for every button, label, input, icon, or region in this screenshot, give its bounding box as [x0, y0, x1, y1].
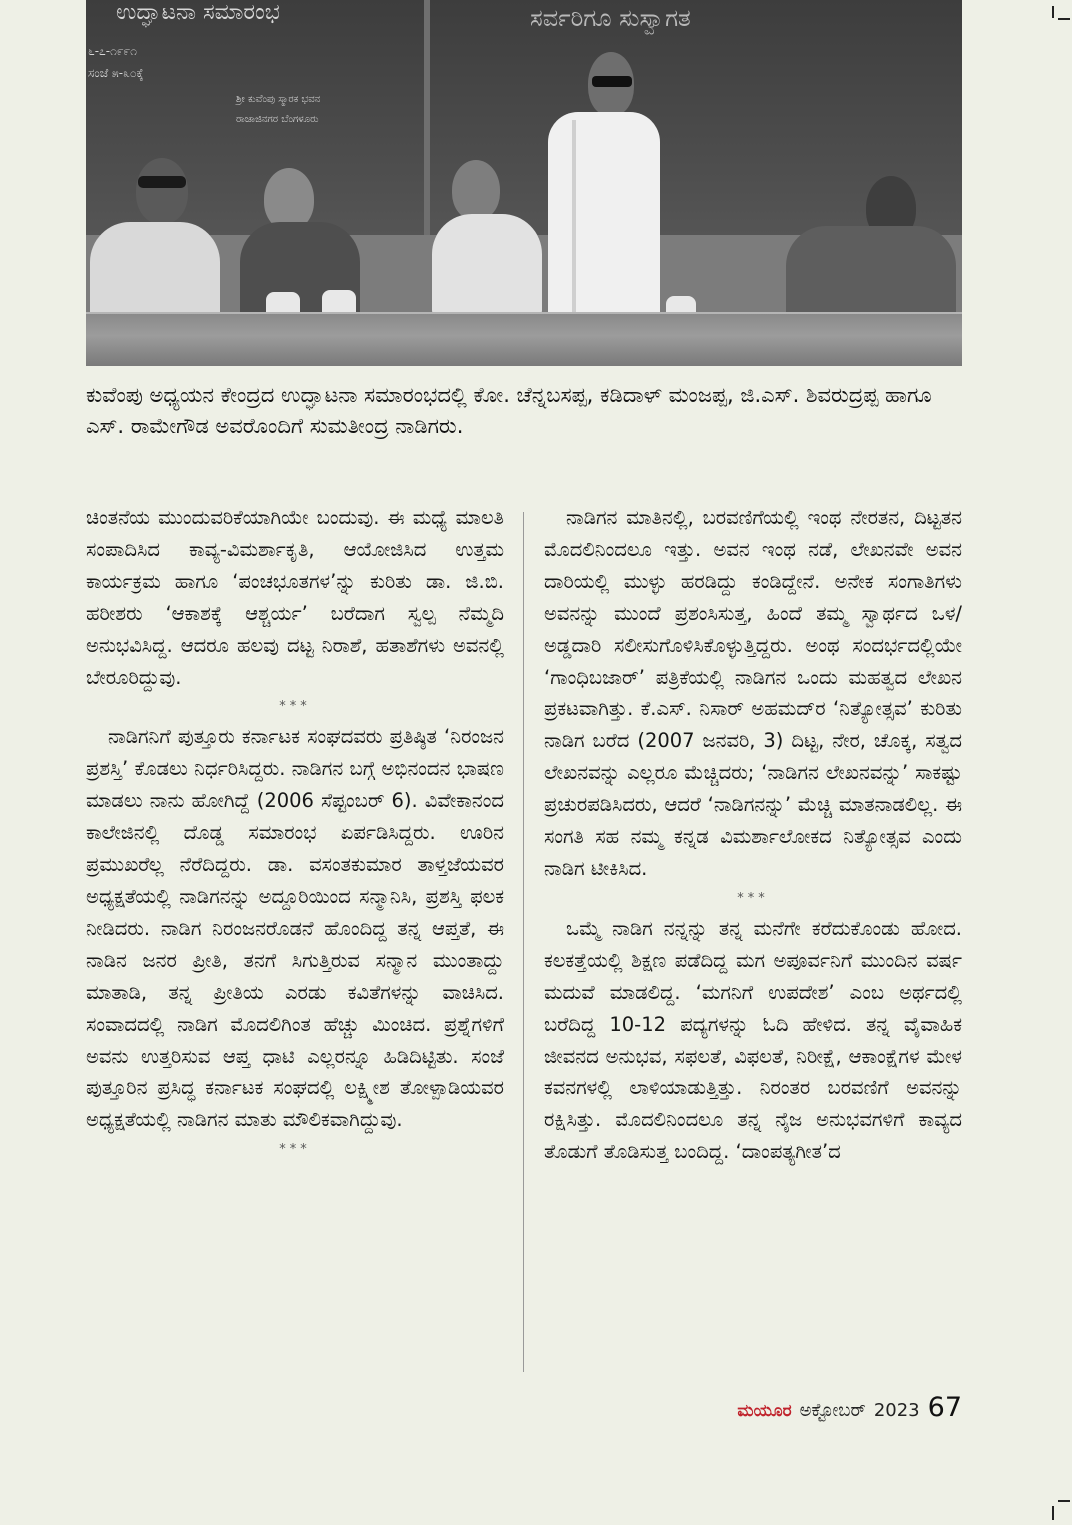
crop-mark-top-right: [1052, 6, 1054, 18]
table: [86, 312, 962, 366]
section-separator: ***: [737, 890, 769, 906]
issue-month: ಅಕ್ಟೋಬರ್: [799, 1400, 866, 1421]
photo-caption: ಕುವೆಂಪು ಅಧ್ಯಯನ ಕೇಂದ್ರದ ಉದ್ಘಾಟನಾ ಸಮಾರಂಭದಲ್ಲಿ ಕೋ. ಚೆನ್ನಬಸಪ್ಪ, ಕಡಿದಾಳ್ ಮಂಜಪ್ಪ, ಜಿ.ಎಸ್. ಶಿವರುದ್ರಪ್ಪ ಹಾಗೂ ಎಸ್. ರಾಮೇಗೌಡ ಅವರೊಂದಿಗೆ ಸುಮತೀಂದ್ರ ನಾಡಿಗರು.: [86, 383, 932, 438]
board-left-line4: ರಾಜಾಜಿನಗರ ಬೆಂಗಳೂರು: [236, 114, 319, 125]
board-left-line1: ೬-೭-೧೯೯೧: [88, 44, 137, 58]
board-left-title: ಉದ್ಘಾಟನಾ ಸಮಾರಂಭ: [116, 0, 280, 25]
right-column: [544, 502, 962, 1168]
left-paragraph-2: ನಾಡಿಗನಿಗೆ ಪುತ್ತೂರು ಕರ್ನಾಟಕ ಸಂಘದವರು ಪ್ರತಿಷ್ಠಿತ ‘ನಿರಂಜನ ಪ್ರಶಸ್ತಿ’ ಕೊಡಲು ನಿರ್ಧರಿಸಿದ್ದರು. ನಾಡಿಗನ ಬಗ್ಗೆ ಅಭಿನಂದನ ಭಾಷಣ ಮಾಡಲು ನಾನು ಹೋಗಿದ್ದೆ (2006 ಸೆಪ್ಟಂಬರ್ 6). ವಿವೇಕಾನಂದ ಕಾಲೇಜಿನಲ್ಲಿ ದೊಡ್ಡ ಸಮಾರಂಭ ಏರ್ಪಡಿಸಿದ್ದರು. ಊರಿನ ಪ್ರಮುಖರೆಲ್ಲ ನೆರೆದಿದ್ದರು. ಡಾ. ವಸಂತಕುಮಾರ ತಾಳ್ತಜೆಯವರ ಅಧ್ಯಕ್ಷತೆಯಲ್ಲಿ ನಾಡಿಗನನ್ನು ಅದ್ದೂರಿಯಿಂದ ಸನ್ಮಾನಿಸಿ, ಪ್ರಶಸ್ತಿ ಫಲಕ ನೀಡಿದರು. ನಾಡಿಗ ನಿರಂಜನರೊಡನೆ ಹೊಂದಿದ್ದ ತನ್ನ ಆಪ್ತತೆ, ಈ ನಾಡಿನ ಜನರ ಪ್ರೀತಿ, ತನಗೆ ಸಿಗುತ್ತಿರುವ ಸನ್ಮಾನ ಮುಂತಾದ್ದು ಮಾತಾಡಿ, ತನ್ನ ಪ್ರೀತಿಯ ಎರಡು ಕವಿತೆಗಳನ್ನು ವಾಚಿಸಿದ. ಸಂವಾದದಲ್ಲಿ ನಾಡಿಗ ಮೊದಲಿಗಿಂತ ಹೆಚ್ಚು ಮಿಂಚಿದ. ಪ್ರಶ್ನೆಗಳಿಗೆ ಅವನು ಉತ್ತರಿಸುವ ಆಪ್ತ ಧಾಟಿ ಎಲ್ಲರನ್ನೂ ಹಿಡಿದಿಟ್ಟಿತು. ಸಂಜೆ ಪುತ್ತೂರಿನ ಪ್ರಸಿದ್ಧ ಕರ್ನಾಟಕ ಸಂಘದಲ್ಲಿ ಲಕ್ಷ್ಮೀಶ ತೋಳ್ಪಾಡಿಯವರ ಅಧ್ಯಕ್ಷತೆಯಲ್ಲಿ ನಾಡಿಗನ ಮಾತು ಮೌಲಿಕವಾಗಿದ್ದುವು.: [86, 725, 504, 1132]
board-left-line3: ಶ್ರೀ ಕುವೆಂಪು ಸ್ಮಾರಕ ಭವನ: [236, 94, 321, 105]
issue-year: 2023: [873, 1400, 920, 1421]
column-divider: [523, 512, 524, 1372]
section-separator: ***: [279, 699, 311, 715]
event-photo: [86, 0, 962, 366]
magazine-brand: ಮಯೂರ: [737, 1401, 792, 1421]
right-paragraph-2: ಒಮ್ಮೆ ನಾಡಿಗ ನನ್ನನ್ನು ತನ್ನ ಮನೆಗೇ ಕರೆದುಕೊಂಡು ಹೋದ. ಕಲಕತ್ತೆಯಲ್ಲಿ ಶಿಕ್ಷಣ ಪಡೆದಿದ್ದ ಮಗ ಅಪೂರ್ವನಿಗೆ ಮುಂದಿನ ವರ್ಷ ಮದುವೆ ಮಾಡಲಿದ್ದ. ‘ಮಗನಿಗೆ ಉಪದೇಶ’ ಎಂಬ ಅರ್ಥದಲ್ಲಿ ಬರೆದಿದ್ದ 10-12 ಪದ್ಯಗಳನ್ನು ಓದಿ ಹೇಳಿದ. ತನ್ನ ವೈವಾಹಿಕ ಜೀವನದ ಅನುಭವ, ಸಫಲತೆ, ವಿಫಲತೆ, ನಿರೀಕ್ಷೆ, ಆಕಾಂಕ್ಷೆಗಳ ಮೇಳ ಕವನಗಳಲ್ಲಿ ಲಾಳಿಯಾಡುತ್ತಿತ್ತು. ನಿರಂತರ ಬರವಣಿಗೆ ಅವನನ್ನು ರಕ್ಷಿಸಿತ್ತು. ಮೊದಲಿನಿಂದಲೂ ತನ್ನ ನೈಜ ಅನುಭವಗಳಿಗೆ ಕಾವ್ಯದ ತೊಡುಗೆ ತೊಡಿಸುತ್ತ ಬಂದಿದ್ದ. ‘ದಾಂಪತ್ಯಗೀತ’ದ: [544, 916, 962, 1164]
crop-mark-right-lower: [1058, 1500, 1070, 1502]
right-paragraph-1: ನಾಡಿಗನ ಮಾತಿನಲ್ಲಿ, ಬರವಣಿಗೆಯಲ್ಲಿ ಇಂಥ ನೇರತನ, ದಿಟ್ಟತನ ಮೊದಲಿನಿಂದಲೂ ಇತ್ತು. ಅವನ ಇಂಥ ನಡೆ, ಲೇಖನವೇ ಅವನ ದಾರಿಯಲ್ಲಿ ಮುಳ್ಳು ಹರಡಿದ್ದು ಕಂಡಿದ್ದೇನೆ. ಅನೇಕ ಸಂಗಾತಿಗಳು ಅವನನ್ನು ಮುಂದೆ ಪ್ರಶಂಸಿಸುತ್ತ, ಹಿಂದೆ ತಮ್ಮ ಸ್ವಾರ್ಥದ ಒಳ/ಅಡ್ಡದಾರಿ ಸಲೀಸುಗೊಳಿಸಿಕೊಳ್ಳುತ್ತಿದ್ದರು. ಅಂಥ ಸಂದರ್ಭದಲ್ಲಿಯೇ ‘ಗಾಂಧಿಬಜಾರ್’ ಪತ್ರಿಕೆಯಲ್ಲಿ ನಾಡಿಗನ ಒಂದು ಮಹತ್ವದ ಲೇಖನ ಪ್ರಕಟವಾಗಿತ್ತು. ಕೆ.ಎಸ್. ನಿಸಾರ್ ಅಹಮದ್‌ರ ‘ನಿತ್ಯೋತ್ಸವ’ ಕುರಿತು ನಾಡಿಗ ಬರೆದ (2007 ಜನವರಿ, 3) ದಿಟ್ಟ, ನೇರ, ಚೊಕ್ಕ, ಸತ್ವದ ಲೇಖನವನ್ನು ಎಲ್ಲರೂ ಮೆಚ್ಚಿದರು; ‘ನಾಡಿಗನ ಲೇಖನವನ್ನು’ ಸಾಕಷ್ಟು ಪ್ರಚುರಪಡಿಸಿದರು, ಆದರೆ ‘ನಾಡಿಗನನ್ನು’ ಮೆಚ್ಚಿ ಮಾತನಾಡಲಿಲ್ಲ. ಈ ಸಂಗತಿ ಸಹ ನಮ್ಮ ಕನ್ನಡ ವಿಮರ್ಶಾಲೋಕದ ನಿತ್ಯೋತ್ಸವ ಎಂದು ನಾಡಿಗ ಟೀಕಿಸಿದ.: [544, 506, 962, 880]
left-column: [86, 502, 504, 1164]
page-footer: [737, 1392, 962, 1423]
left-paragraph-1: ಚಿಂತನೆಯ ಮುಂದುವರಿಕೆಯಾಗಿಯೇ ಬಂದುವು. ಈ ಮಧ್ಯೆ ಮಾಲತಿ ಸಂಪಾದಿಸಿದ ಕಾವ್ಯ-ವಿಮರ್ಶಾಕೃತಿ, ಆಯೋಜಿಸಿದ ಉತ್ತಮ ಕಾರ್ಯಕ್ರಮ ಹಾಗೂ ‘ಪಂಚಭೂತಗಳ’ನ್ನು ಕುರಿತು ಡಾ. ಜಿ.ಬಿ. ಹರೀಶರು ‘ಆಕಾಶಕ್ಕೆ ಆಶ್ಚರ್ಯ’ ಬರೆದಾಗ ಸ್ವಲ್ಪ ನೆಮ್ಮದಿ ಅನುಭವಿಸಿದ್ದ. ಆದರೂ ಹಲವು ದಟ್ಟ ನಿರಾಶೆ, ಹತಾಶೆಗಳು ಅವನಲ್ಲಿ ಬೇರೂರಿದ್ದುವು.: [86, 506, 504, 689]
board-right-title: ಸರ್ವರಿಗೂ ಸುಸ್ವಾಗತ: [530, 4, 691, 32]
crop-mark-right-upper: [1058, 18, 1070, 20]
section-separator: ***: [279, 1142, 311, 1158]
page-number: 67: [927, 1392, 962, 1423]
board-left-line2: ಸಂಜೆ ೫-೩೦ಕ್ಕೆ: [88, 66, 144, 80]
crop-mark-bottom-right: [1052, 1506, 1054, 1520]
